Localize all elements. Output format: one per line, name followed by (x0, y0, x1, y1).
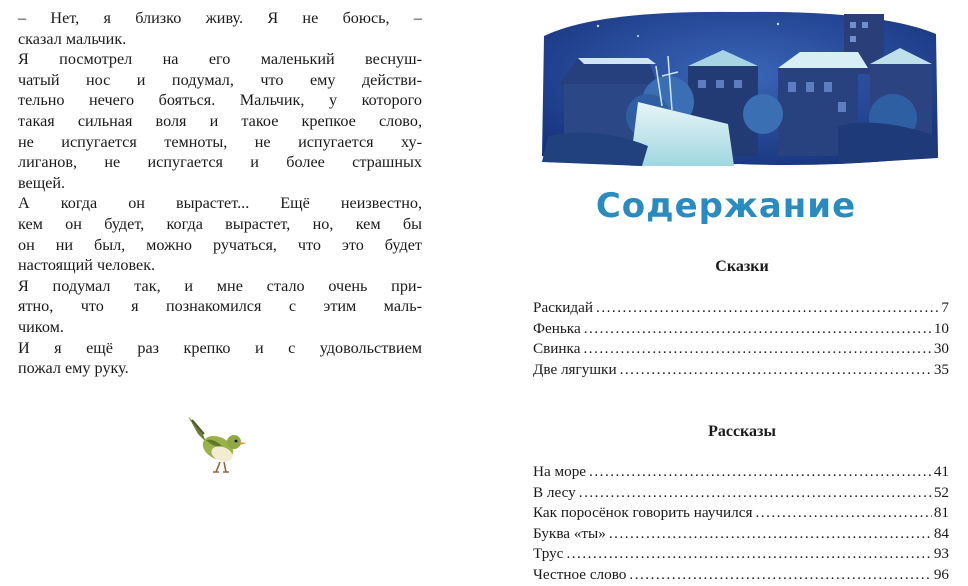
toc-entry-title: Две лягушки (533, 360, 617, 378)
section-title-stories: Рассказы (708, 423, 776, 440)
toc-entry[interactable] (533, 462, 949, 483)
text-line: – Нет, я близко живу. Я не боюсь, – (18, 9, 422, 27)
text-line: ятно, что я познакомился с этим маль- (18, 297, 422, 316)
toc-list-stories (533, 462, 949, 586)
toc-entry[interactable] (533, 298, 949, 319)
toc-leader-dots (755, 503, 931, 524)
toc-entry-title: На море (533, 463, 587, 480)
contents-title: Содержание (595, 186, 857, 226)
text-line: Я посмотрел на его маленький веснуш- (18, 50, 422, 69)
left-page (0, 0, 484, 585)
toc-entry-title: Буква «ты» (533, 524, 606, 542)
toc-entry-title: Трус (533, 545, 564, 563)
text-line: настоящий человек. (18, 256, 156, 275)
toc-leader-dots (583, 339, 931, 360)
paragraph (18, 49, 422, 193)
toc-entry[interactable] (533, 319, 949, 340)
toc-leader-dots (584, 319, 932, 340)
text-line: не испугается темноты, не испугается ху- (18, 132, 422, 151)
toc-leader-dots (620, 360, 932, 381)
paragraph (18, 276, 422, 338)
paragraph (18, 193, 422, 275)
toc-entry-title: Фенька (533, 319, 581, 337)
bird-illustration (184, 412, 250, 478)
toc-leader-dots (596, 298, 939, 319)
toc-entry-page: 81 (933, 504, 949, 522)
text-line: сказал мальчик. (18, 29, 127, 48)
toc-entry-page: 35 (933, 360, 949, 378)
toc-leader-dots (629, 565, 931, 586)
toc-entry-page: 93 (933, 545, 949, 563)
toc-entry-title: Свинка (533, 340, 581, 358)
text-line: такая сильная воля и такое крепкое слово, (18, 111, 422, 130)
toc-entry-page: 7 (941, 299, 949, 316)
text-line: тельно нечего бояться. Мальчик, у которого (18, 91, 422, 110)
toc-entry[interactable] (533, 339, 949, 360)
paragraph (18, 338, 422, 379)
toc-entry-title: Раскидай (533, 299, 594, 316)
right-page (484, 0, 968, 585)
text-line: пожал ему руку. (18, 359, 129, 378)
night-city-illustration (538, 6, 942, 166)
toc-entry-title: Как поросёнок говорить научился (533, 504, 753, 522)
toc-entry-page: 10 (933, 319, 949, 337)
toc-entry-page: 30 (933, 340, 949, 358)
toc-leader-dots (566, 544, 931, 565)
toc-leader-dots (589, 462, 932, 483)
story-text (18, 8, 422, 379)
text-line: лиганов, не испугается и более страшных (18, 153, 422, 172)
toc-entry[interactable] (533, 483, 949, 504)
toc-entry[interactable] (533, 544, 949, 565)
toc-list-fairy-tales (533, 298, 949, 380)
toc-entry-page: 52 (933, 483, 949, 501)
text-line: вещей. (18, 173, 66, 192)
toc-entry-page: 96 (933, 565, 949, 583)
text-line: А когда он вырастет... Ещё неизвестно, (18, 194, 422, 213)
toc-entry[interactable] (533, 565, 949, 586)
text-line: кем он будет, когда вырастет, но, кем бы (18, 214, 422, 233)
paragraph (18, 8, 422, 49)
toc-entry-page: 84 (933, 524, 949, 542)
text-line: чиком. (18, 317, 64, 336)
text-line: И я ещё раз крепко и с удовольствием (18, 338, 422, 357)
section-title-fairy-tales: Сказки (715, 258, 769, 275)
toc-leader-dots (609, 524, 932, 545)
toc-entry[interactable] (533, 503, 949, 524)
text-line: Я подумал так, и мне стало очень при- (18, 276, 422, 295)
toc-entry-page: 41 (933, 463, 949, 480)
toc-entry[interactable] (533, 360, 949, 381)
toc-entry[interactable] (533, 524, 949, 545)
toc-entry-title: В лесу (533, 483, 576, 501)
toc-leader-dots (579, 483, 932, 504)
text-line: чатый нос и подумал, что ему действи- (18, 70, 422, 89)
toc-entry-title: Честное слово (533, 565, 627, 583)
text-line: он ни был, можно ручаться, что это будет (18, 235, 422, 254)
